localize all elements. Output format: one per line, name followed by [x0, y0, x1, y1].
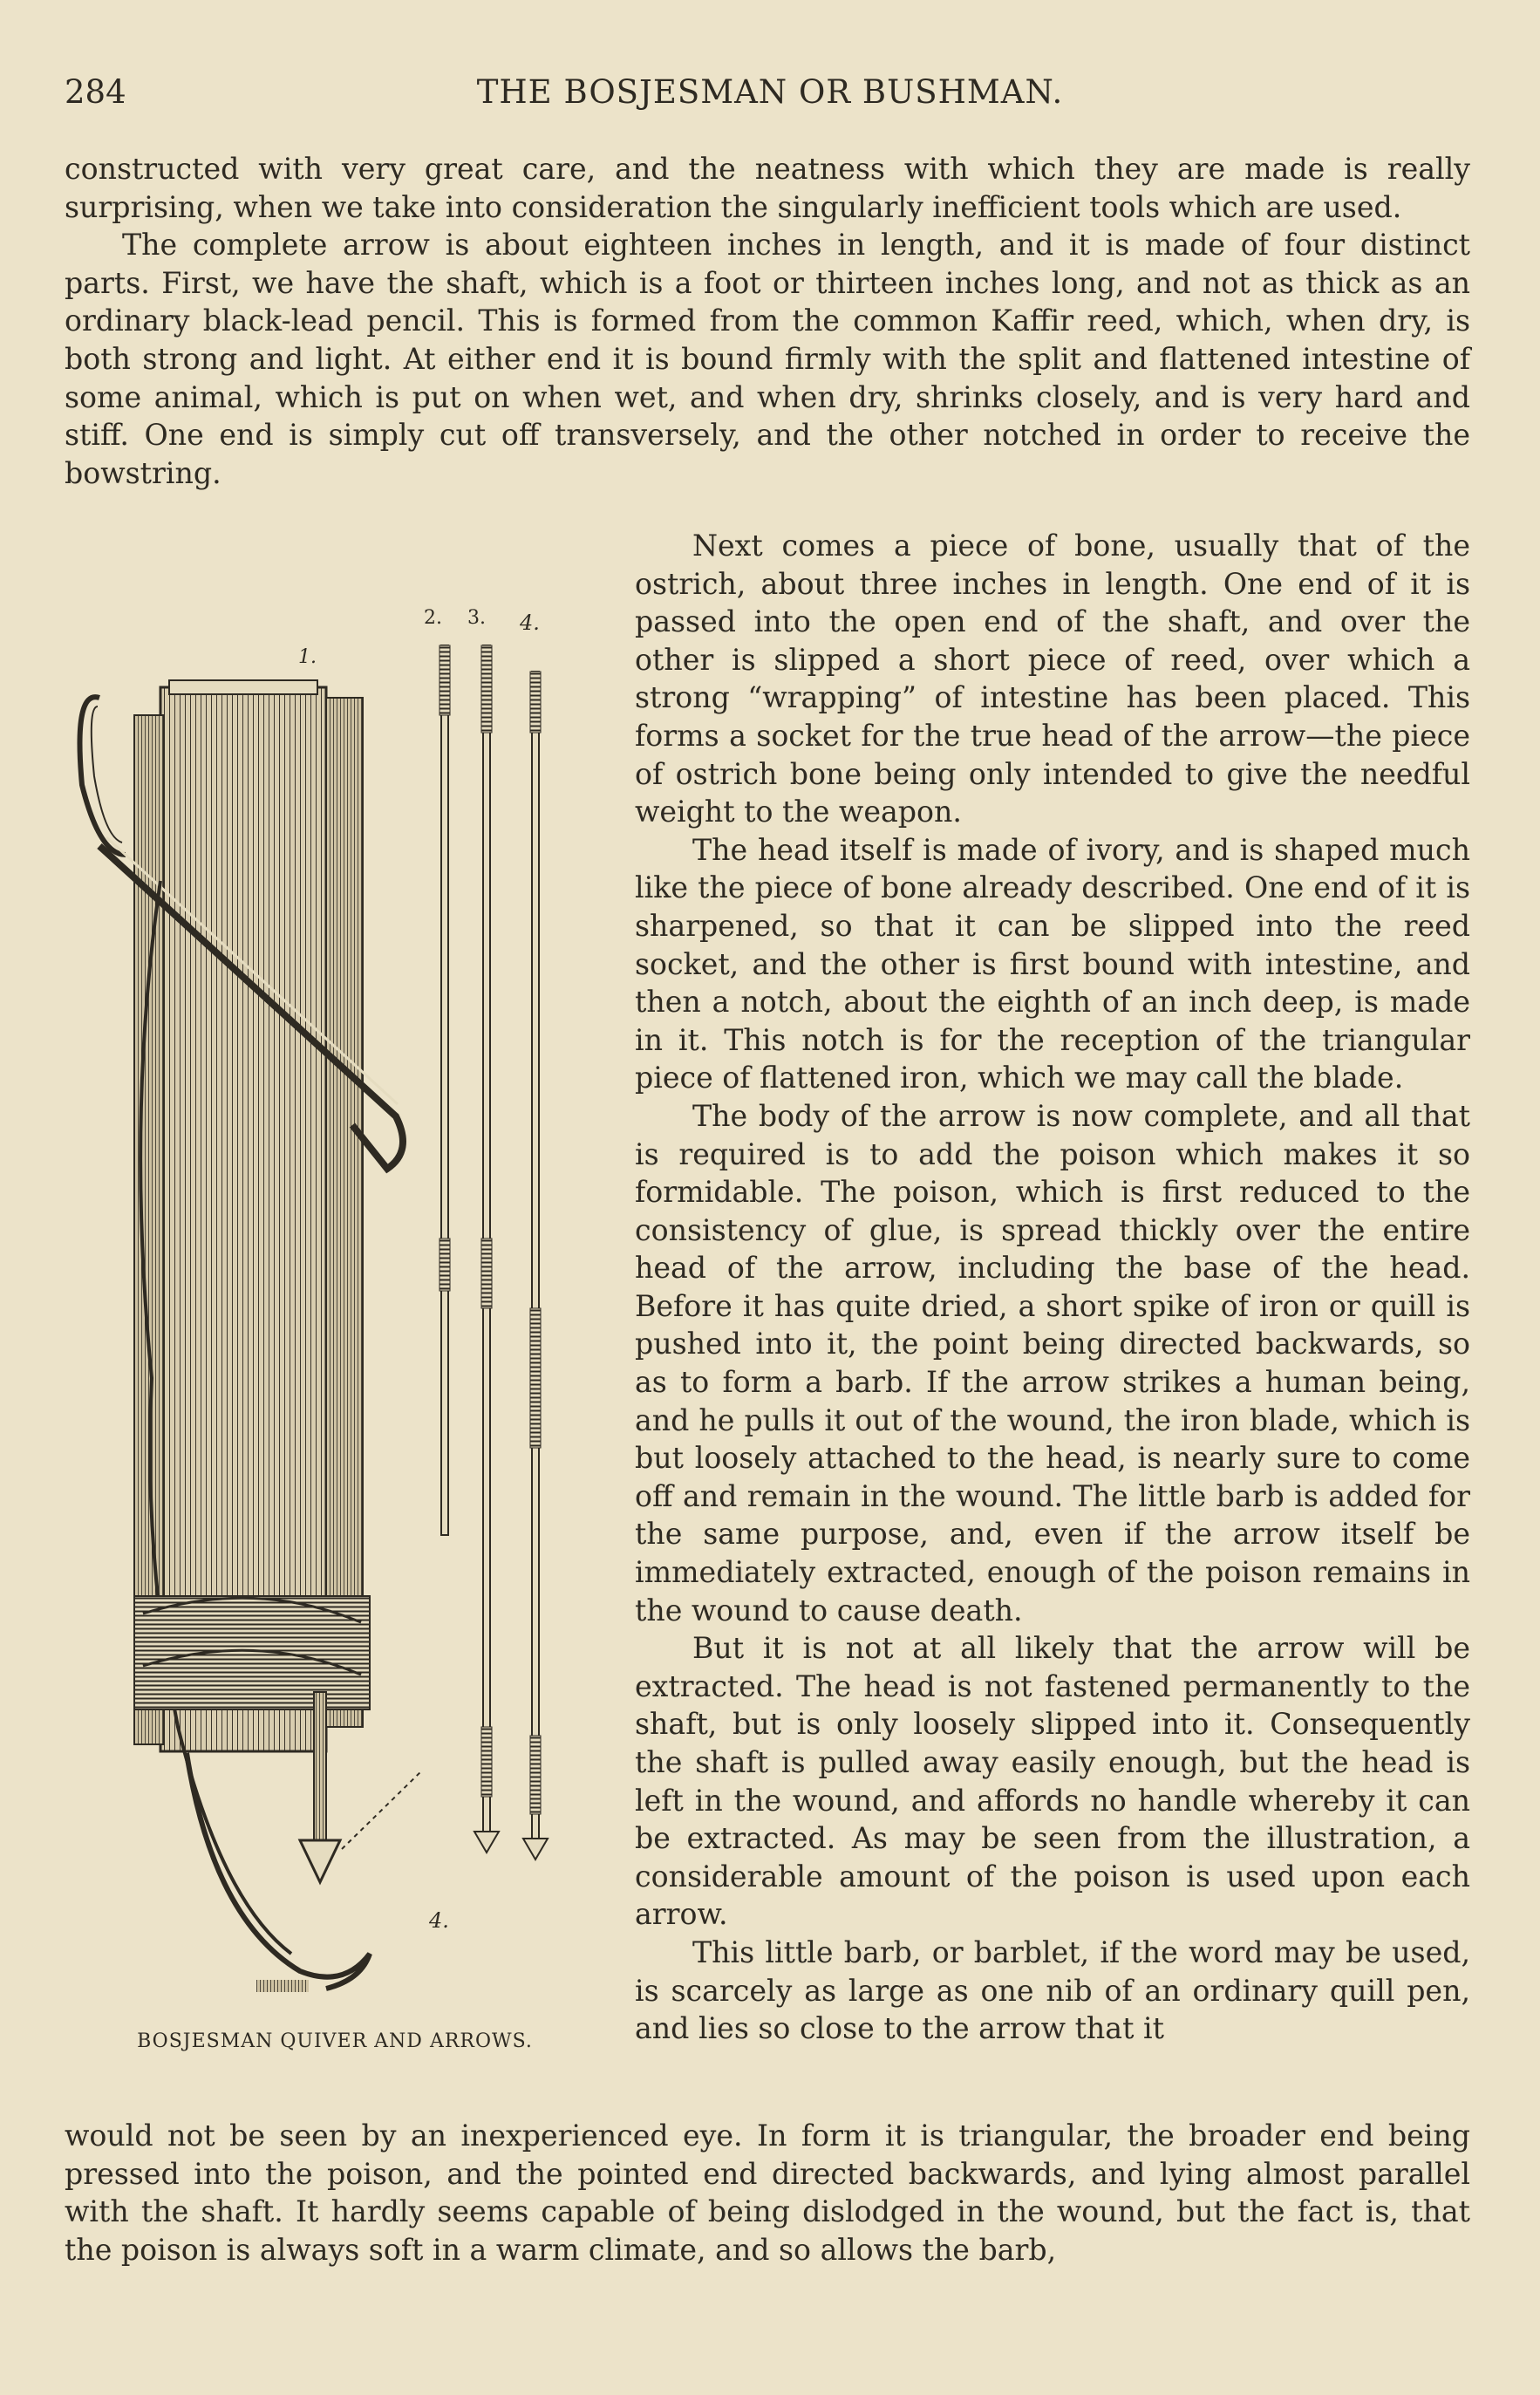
paragraph: would not be seen by an inexperienced eye. In form it is triangular, the broader end being pressed into the poison, and the pointed end directed backwards, and lying almost parallel with the shaft. It hardly seems capable of being dislodged in the wound, but the fact is, that the poison is always soft in a warm climate, and so allows the barb, — [65, 2119, 1470, 2267]
figure-label-3: 3. — [467, 607, 486, 629]
page-number: 284 — [65, 73, 126, 111]
running-title: THE BOSJESMAN OR BUSHMAN. — [476, 73, 1064, 111]
paragraph: This little barb, or barblet, if the word may be used, is scarcely as large as one nib of an ordinary quill pen, and lies so close to the arrow that it — [635, 1934, 1470, 2046]
bottom-text-block — [65, 2117, 1470, 2269]
figure-label-4: 4. — [520, 611, 540, 635]
paragraph: The body of the arrow is now complete, and all that is required is to add the poison which makes it so formidable. The poison, which is first reduced to the consistency of glue, is spread thickly over the entire head of the arrow, including the base of the head. Before it has quite dried, a short spike of iron or quill is pushed into it, the point being directed backwards, so as to form a barb. If the arrow strikes a human being, and he pulls it out of the wound, the iron blade, which is but loosely attached to the head, is nearly sure to come off and remain in the wound. The little barb is added for the same purpose, and, even if the arrow itself be immediately extracted, enough of the poison remains in the wound to cause death. — [635, 1098, 1470, 1627]
paragraph: Next comes a piece of bone, usually that of the ostrich, about three inches in length. One end of it is passed into the open end of the shaft, and over the other is slipped a short piece of reed, over which a strong “wrapping” of intestine has been placed. This forms a socket for the true head of the arrow—the piece of ostrich bone being only intended to give the needful weight to the weapon. — [635, 529, 1470, 829]
page-header — [65, 73, 1475, 117]
paragraph: constructed with very great care, and the neatness with which they are made is really surprising, when we take into consideration the singularly inefficient tools which are used. — [65, 152, 1470, 224]
figure-label-1: 1. — [298, 646, 317, 668]
paragraph: The complete arrow is about eighteen inches in length, and it is made of four distinct parts. First, we have the shaft, which is a foot or thirteen inches long, and not as thick as an ordinary black-lead pencil. This is formed from the common Kaffir reed, which, when dry, is both strong and light. At either end it is bound firmly with the split and flattened intestine of some animal, which is put on when wet, and when dry, shrinks closely, and is very hard and stiff. One end is simply cut off transversely, and the other notched in order to receive the bowstring. — [65, 228, 1470, 490]
paragraph: The head itself is made of ivory, and is shaped much like the piece of bone already described. One end of it is sharpened, so that it can be slipped into the reed socket, and the other is first bound with intestine, and then a notch, about the eighth of an inch deep, is made in it. This notch is for the reception of the triangular piece of flattened iron, which we may call the blade. — [635, 832, 1470, 1095]
paragraph: But it is not at all likely that the arrow will be extracted. The head is not fastened permanently to the shaft, but is only loosely slipped into it. Consequently the shaft is pulled away easily enough, but the head is left in the wound, and affords no handle whereby it can be extracted. As may be seen from the illustration, a considerable amount of the poison is used upon each arrow. — [635, 1631, 1470, 1932]
figure-label-4-bottom: 4. — [429, 1908, 449, 1933]
quiver-illustration — [65, 593, 605, 2023]
top-text-block — [65, 150, 1470, 492]
figure-caption: BOSJESMAN QUIVER AND ARROWS. — [137, 2030, 533, 2052]
right-column-text — [635, 527, 1470, 2048]
figure-label-2: 2. — [424, 607, 442, 629]
